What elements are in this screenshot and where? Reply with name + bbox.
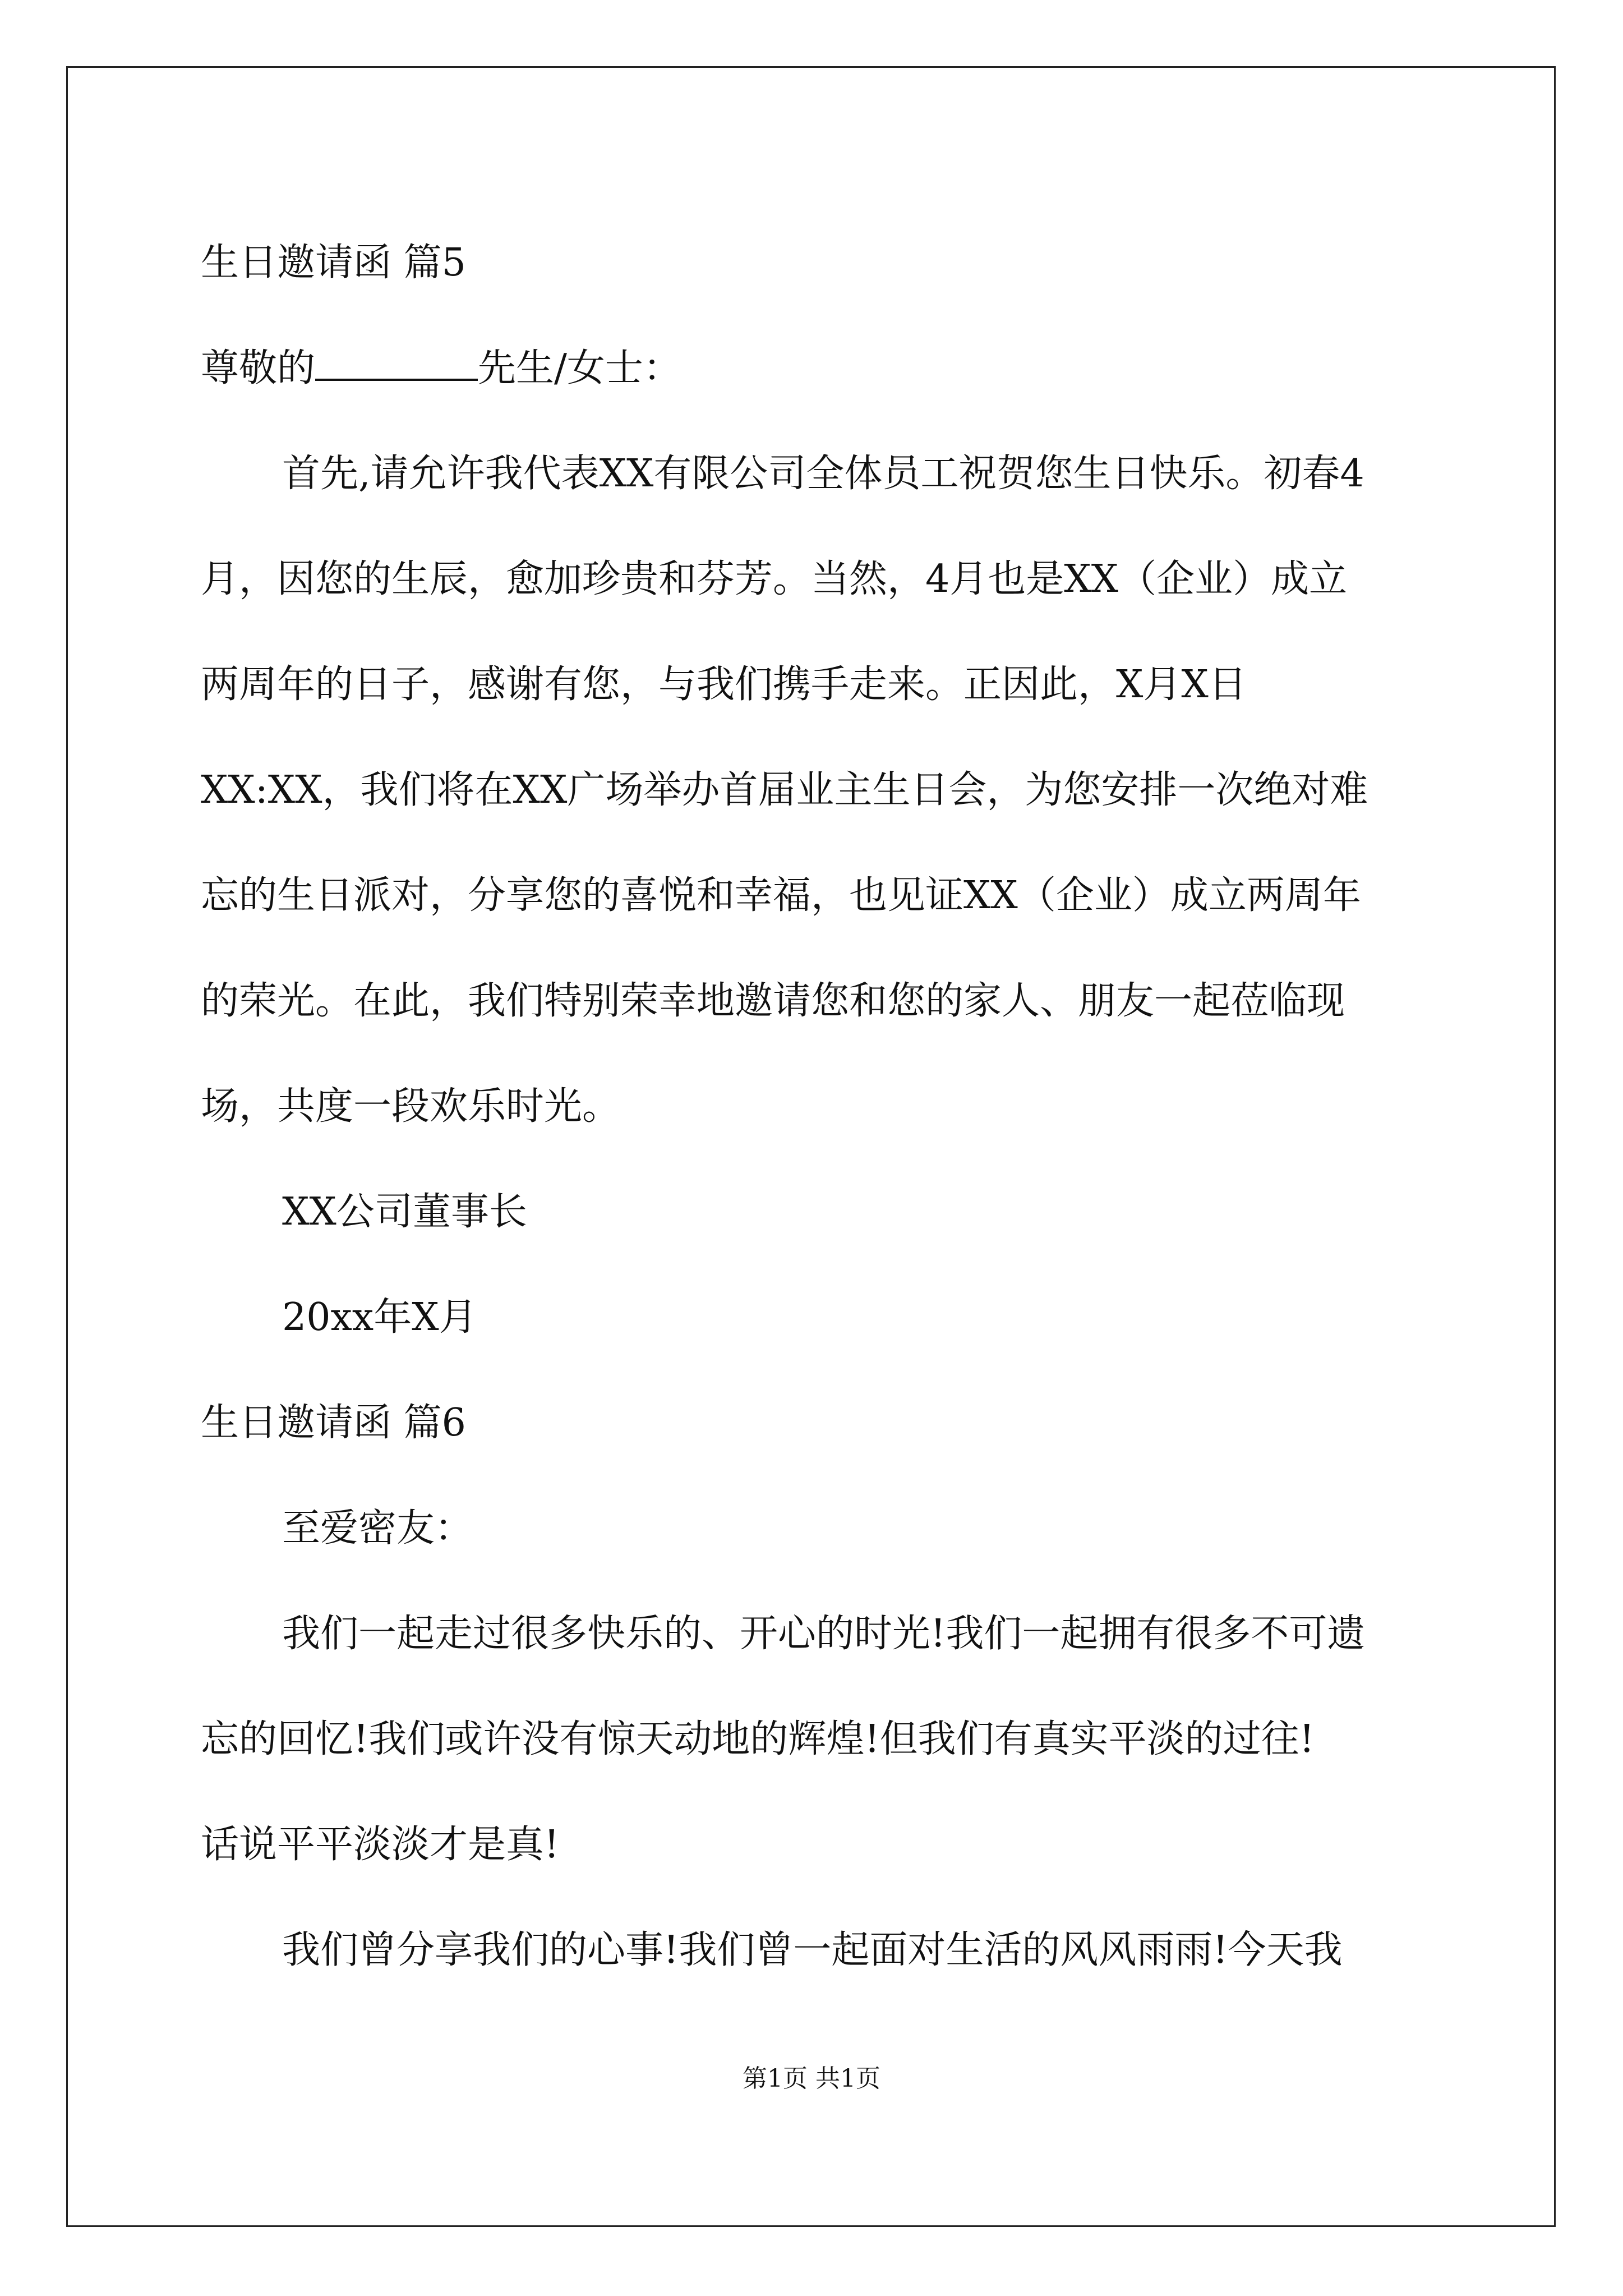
page-number-footer: 第1页 共1页 bbox=[743, 2064, 880, 2093]
date: 20xx年X月 bbox=[282, 1295, 477, 1340]
salutation-suffix: 先生/女士： bbox=[478, 346, 681, 390]
paragraph-line: 两周年的日子，感谢有您，与我们携手走来。正因此，X月X日 bbox=[201, 662, 1247, 707]
paragraph-line: 场，共度一段欢乐时光。 bbox=[201, 1084, 621, 1129]
paragraph-line: 忘的生日派对，分享您的喜悦和幸福，也见证XX（企业）成立两周年 bbox=[201, 873, 1361, 918]
paragraph-line: 首先,请允许我代表XX有限公司全体员工祝贺您生日快乐。初春4 bbox=[282, 452, 1364, 496]
section-title: 生日邀请函 篇5 bbox=[201, 241, 466, 285]
paragraph-line: 的荣光。在此，我们特别荣幸地邀请您和您的家人、朋友一起莅临现 bbox=[201, 979, 1345, 1023]
paragraph-line: 忘的回忆!我们或许没有惊天动地的辉煌!但我们有真实平淡的过往! bbox=[201, 1717, 1315, 1761]
salutation: 至爱密友： bbox=[282, 1506, 473, 1550]
paragraph-line: 我们一起走过很多快乐的、开心的时光!我们一起拥有很多不可遗 bbox=[282, 1612, 1366, 1656]
paragraph-line: XX:XX，我们将在XX广场举办首届业主生日会，为您安排一次绝对难 bbox=[201, 768, 1368, 812]
name-blank-line bbox=[315, 346, 478, 381]
paragraph-line: 话说平平淡淡才是真! bbox=[201, 1823, 560, 1867]
salutation-prefix: 尊敬的 bbox=[201, 346, 316, 390]
document-body bbox=[201, 210, 1435, 2003]
signature: XX公司董事长 bbox=[282, 1190, 527, 1234]
paragraph-line: 我们曾分享我们的心事!我们曾一起面对生活的风风雨雨!今天我 bbox=[282, 1928, 1343, 1972]
salutation bbox=[201, 316, 1435, 421]
paragraph-line: 月，因您的生辰，愈加珍贵和芬芳。当然，4月也是XX（企业）成立 bbox=[201, 557, 1348, 601]
section-title: 生日邀请函 篇6 bbox=[201, 1401, 466, 1445]
